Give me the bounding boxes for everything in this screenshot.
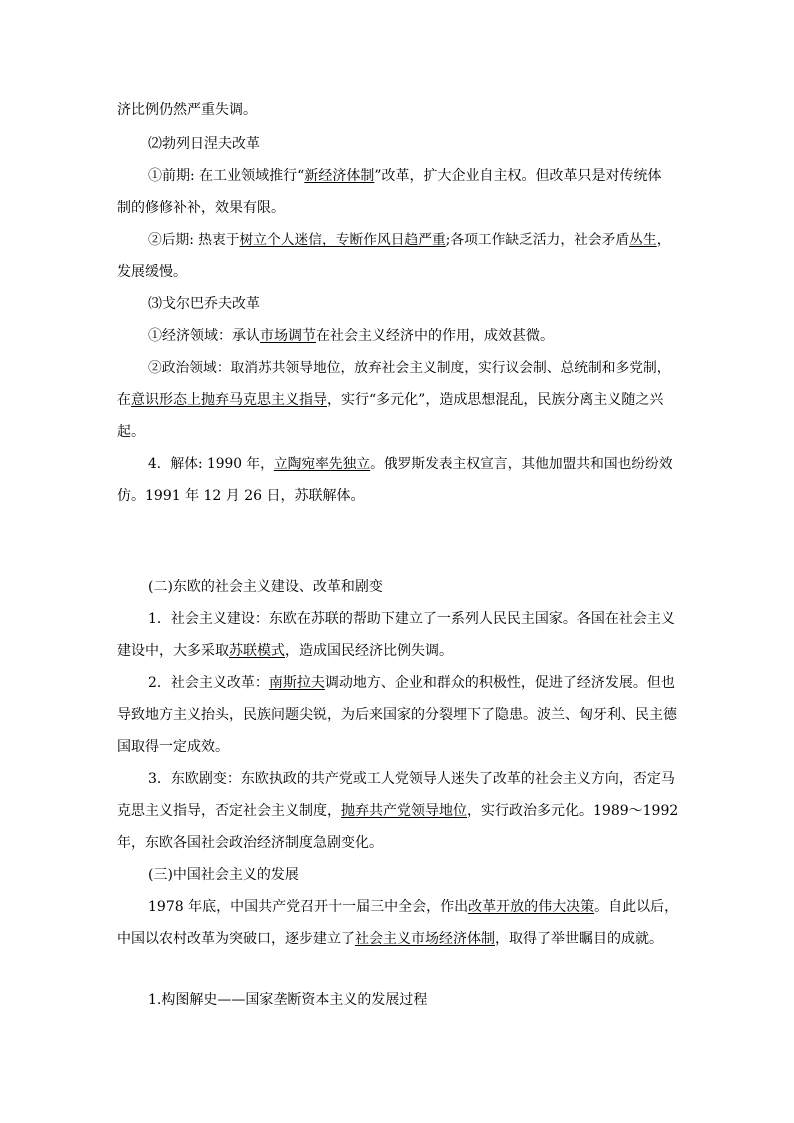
text-segment: 济比例仍然严重失调。 — [117, 102, 257, 118]
text-segment: 仿。1991 年 12 月 26 日，苏联解体。 — [117, 488, 365, 504]
text-segment: (三)中国社会主义的发展 — [148, 867, 299, 883]
underlined-text: 立陶宛率先独立 — [273, 456, 371, 472]
line-7 — [148, 326, 554, 346]
text-segment: 1978 年底，中国共产党召开十一届三中全会，作出 — [148, 899, 469, 915]
text-segment: ， — [656, 232, 671, 248]
text-segment: 建设中，大多采取 — [117, 643, 229, 659]
text-segment: 制的修修补补，效果有限。 — [117, 200, 285, 216]
text-segment: 4．解体: 1990 年， — [148, 456, 274, 472]
line-10 — [117, 422, 145, 442]
line-8 — [148, 358, 671, 378]
line-1 — [148, 134, 260, 154]
text-segment: 导致地方主义抬头，民族问题尖锐，为后来国家的分裂埋下了隐患。波兰、匈牙利、民主德 — [117, 707, 677, 723]
text-segment: ，实行政治多元化。1989～1992 — [467, 803, 679, 819]
line-23 — [148, 897, 678, 917]
underlined-text: 改革开放的伟大决策 — [468, 899, 595, 915]
underlined-text: 市场调节 — [260, 328, 316, 344]
text-segment: ，取得了举世瞩目的成就。 — [495, 931, 663, 947]
line-19 — [148, 769, 675, 789]
underlined-text: 社会主义市场经济体制 — [355, 931, 495, 947]
text-segment: ，造成国民经济比例失调。 — [285, 643, 453, 659]
line-18 — [117, 737, 229, 757]
line-17 — [117, 705, 677, 725]
line-0 — [117, 100, 257, 120]
text-segment: 在 — [117, 392, 131, 408]
underlined-text: 抛弃共产党领导地位 — [341, 803, 467, 819]
line-21 — [117, 833, 383, 853]
text-segment: 年，东欧各国社会政治经济制度急剧变化。 — [117, 835, 383, 851]
text-segment: 。自此以后， — [594, 899, 679, 915]
text-segment: ⑵勃列日涅夫改革 — [148, 136, 260, 152]
text-segment: 克思主义指导，否定社会主义制度， — [117, 803, 341, 819]
line-20 — [117, 801, 678, 821]
text-segment: (二)东欧的社会主义建设、改革和剧变 — [148, 579, 383, 595]
line-2 — [148, 166, 661, 186]
underlined-text: 意识形态上抛弃马克思主义指导 — [131, 392, 327, 408]
text-segment: 在社会主义经济中的作用，成效甚微。 — [316, 328, 554, 344]
text-segment: ;各项工作缺乏活力，社会矛盾 — [445, 232, 630, 248]
line-15 — [117, 641, 453, 661]
line-12 — [117, 486, 365, 506]
text-segment: ”改革，扩大企业自主权。但改革只是对传统体 — [374, 168, 662, 184]
text-segment: 1.构图解史——国家垄断资本主义的发展过程 — [148, 992, 428, 1008]
text-segment: 1．社会主义建设：东欧在苏联的帮助下建立了一系列人民民主国家。各国在社会主义 — [148, 611, 675, 627]
line-3 — [117, 198, 285, 218]
text-segment: 3．东欧剧变：东欧执政的共产党或工人党领导人迷失了改革的社会主义方向，否定马 — [148, 771, 675, 787]
text-segment: 。俄罗斯发表主权宣言，其他加盟共和国也纷纷效 — [370, 456, 673, 472]
text-segment: ②政治领域：取消苏共领导地位，放弃社会主义制度，实行议会制、总统制和多党制， — [148, 360, 671, 376]
line-16 — [148, 673, 675, 693]
line-22 — [148, 865, 299, 885]
underlined-text: 树立个人迷信，专断作风日趋严重 — [239, 232, 446, 248]
underlined-text: 苏联模式 — [229, 643, 285, 659]
line-13 — [148, 577, 383, 597]
line-14 — [148, 609, 675, 629]
line-25 — [148, 990, 427, 1010]
line-9 — [117, 390, 663, 410]
text-segment: 起。 — [117, 424, 145, 440]
text-segment: 国取得一定成效。 — [117, 739, 229, 755]
line-11 — [148, 454, 673, 474]
text-segment: ①前期: 在工业领域推行“ — [148, 168, 305, 184]
line-5 — [117, 262, 187, 282]
text-segment: ⑶戈尔巴乔夫改革 — [148, 296, 260, 312]
line-4 — [148, 230, 670, 250]
text-segment: ，实行“多元化”，造成思想混乱，民族分离主义随之兴 — [327, 392, 664, 408]
underlined-text: 丛生 — [629, 232, 657, 248]
text-segment: 发展缓慢。 — [117, 264, 187, 280]
text-segment: 中国以农村改革为突破口，逐步建立了 — [117, 931, 355, 947]
text-segment: ①经济领域：承认 — [148, 328, 260, 344]
text-segment: ②后期: 热衷于 — [148, 232, 240, 248]
underlined-text: 南斯拉夫 — [268, 675, 325, 691]
line-6 — [148, 294, 260, 314]
text-segment: 调动地方、企业和群众的积极性，促进了经济发展。但也 — [324, 675, 675, 691]
underlined-text: 新经济体制 — [304, 168, 375, 184]
text-segment: 2．社会主义改革： — [148, 675, 269, 691]
line-24 — [117, 929, 663, 949]
